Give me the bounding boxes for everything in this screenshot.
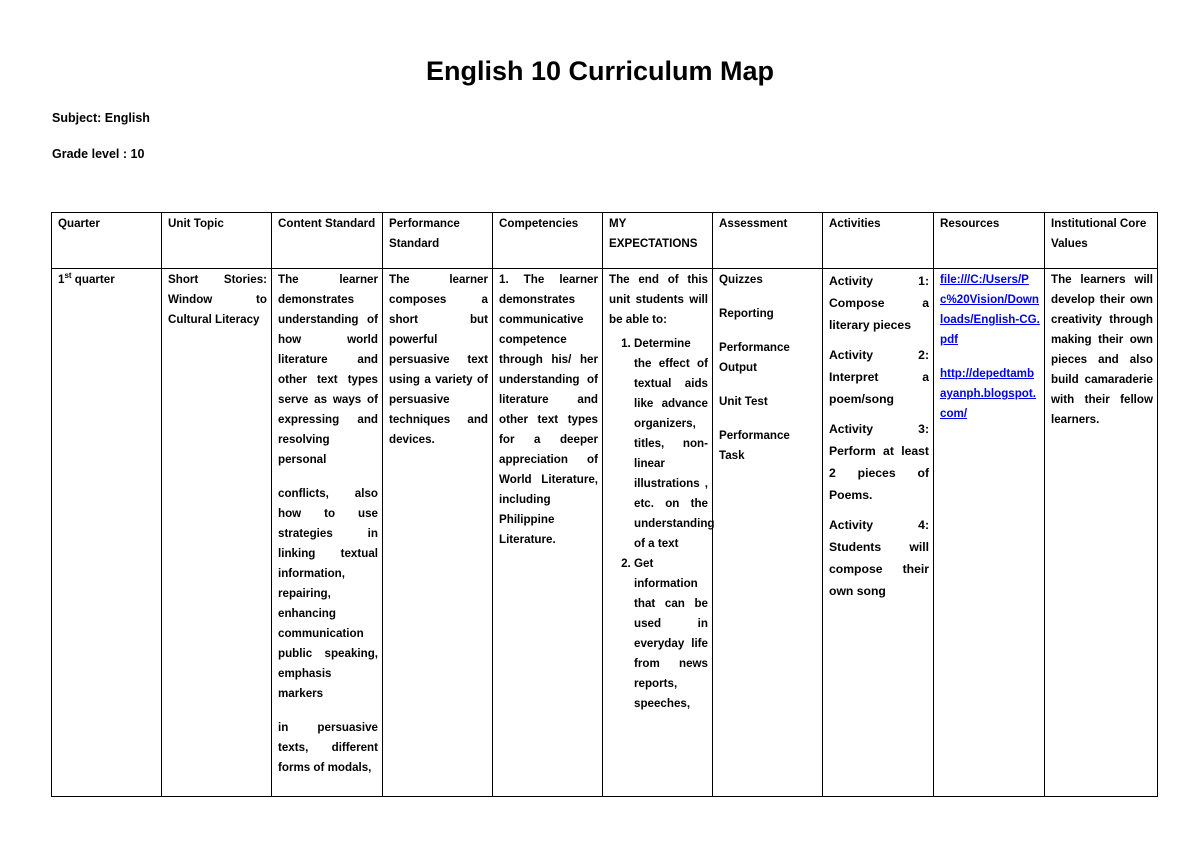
header-core-values: Institutional Core Values	[1045, 213, 1158, 269]
cell-content-standard	[272, 269, 383, 797]
table-header-row	[52, 213, 1158, 269]
cell-quarter: 1st quarter	[52, 269, 162, 797]
resource-link[interactable]: file:///C:/Users/Pc%20Vision/Downloads/English-CG.pdf	[940, 273, 1040, 346]
resource-link[interactable]: http://depedtambayanph.blogspot.com/	[940, 367, 1036, 420]
header-quarter: Quarter	[52, 213, 162, 269]
expectations-intro: The end of this unit students will be able to:	[609, 273, 708, 326]
document-title: English 10 Curriculum Map	[425, 56, 775, 86]
header-unit-topic: Unit Topic	[162, 213, 272, 269]
cell-resources	[934, 269, 1045, 797]
header-competencies: Competencies	[493, 213, 603, 269]
grade-level-line: Grade level : 10	[52, 147, 145, 161]
header-assessment: Assessment	[713, 213, 823, 269]
content-paragraph: conflicts, also how to use strategies in linking textual information, repairing, enhancing communication public speaking, emphasis markers	[278, 487, 378, 700]
list-item: Activity 4: Students will compose their own song	[829, 518, 929, 598]
cell-activities	[823, 269, 934, 797]
cell-competencies: 1. The learner demonstrates communicative competence through his/ her understanding of literature and other text types for a deeper appreciation of World Literature, including Philippine Literature.	[493, 269, 603, 797]
cell-core-values: The learners will develop their own creativity through making their own pieces and also build camaraderie with their fellow learners.	[1045, 269, 1158, 797]
list-item: Performance Task	[719, 429, 790, 462]
list-item: 1. Determine the effect of textual aids like advance organizers, titles, non-linear illustrations , etc. on the understanding of a text	[634, 334, 708, 554]
header-activities: Activities	[823, 213, 934, 269]
header-performance-standard: Performance Standard	[383, 213, 493, 269]
list-item: Activity 2: Interpret a poem/song	[829, 348, 929, 406]
cell-unit-topic: Short Stories: Window to Cultural Literacy	[162, 269, 272, 797]
table-row	[52, 269, 1158, 797]
list-item: Unit Test	[719, 395, 768, 408]
subject-line: Subject: English	[52, 111, 150, 125]
list-item: 2. Get information that can be used in everyday life from news reports, speeches,	[634, 554, 708, 714]
content-paragraph: The learner demonstrates understanding of how world literature and other text types serve as ways of expressing and resolving personal	[278, 273, 378, 466]
content-paragraph: in persuasive texts, different forms of modals,	[278, 721, 378, 774]
cell-my-expectations	[603, 269, 713, 797]
list-item: Activity 3: Perform at least 2 pieces of Poems.	[829, 422, 929, 502]
curriculum-map-table	[51, 212, 1158, 797]
header-my-expectations: MY EXPECTATIONS	[603, 213, 713, 269]
header-resources: Resources	[934, 213, 1045, 269]
header-content-standard: Content Standard	[272, 213, 383, 269]
list-item: Performance Output	[719, 341, 790, 374]
cell-performance-standard: The learner composes a short but powerful persuasive text using a variety of persuasive techniques and devices.	[383, 269, 493, 797]
list-item: Quizzes	[719, 273, 763, 286]
expectations-list	[609, 334, 715, 714]
list-item: Activity 1: Compose a literary pieces	[829, 274, 929, 332]
list-item: Reporting	[719, 307, 774, 320]
cell-assessment	[713, 269, 823, 797]
